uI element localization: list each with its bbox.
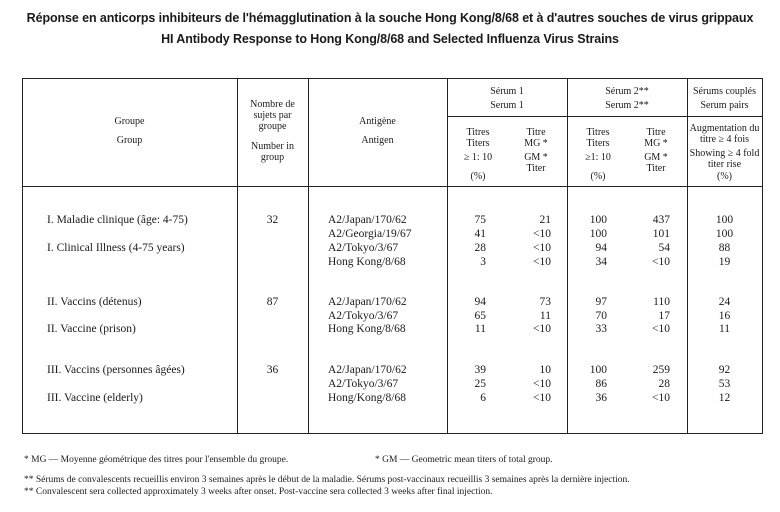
serum2-titres-cell: 100	[589, 228, 607, 240]
serum1-titres-cell: 41	[474, 228, 486, 240]
group-label-fr: III. Vaccins (personnes âgées)	[47, 364, 185, 376]
antigen-cell: Hong/Kong/8/68	[328, 392, 406, 404]
pairs-rise-cell: 53	[718, 378, 731, 390]
serum2-titres-cell: 86	[595, 378, 607, 390]
header-group-fr: Groupe	[114, 116, 145, 127]
header-antigen-fr: Antigène	[359, 116, 396, 127]
col-rule-antigen	[308, 78, 309, 434]
serum2-titres-cell: 70	[595, 310, 607, 322]
header-serum1-titres: Titers	[466, 138, 490, 149]
serum2-mg-cell: 437	[652, 214, 670, 226]
antigen-cell: A2/Japan/170/62	[328, 296, 407, 308]
header-serum1-titres: (%)	[470, 171, 486, 182]
serum2-titres-cell: 34	[595, 256, 607, 268]
serum2-mg-cell: 28	[658, 378, 670, 390]
header-serum1-en: Serum 1	[490, 100, 524, 111]
antigen-cell: A2/Tokyo/3/67	[328, 310, 399, 322]
antigen-cell: A2/Tokyo/3/67	[328, 242, 399, 254]
header-pairs-en: Serum pairs	[700, 100, 749, 111]
serum1-titres-cell: 28	[474, 242, 486, 254]
serum1-titres-cell: 65	[474, 310, 486, 322]
header-group-en: Group	[116, 135, 143, 146]
pairs-rise-cell: 19	[718, 256, 731, 268]
group-label-fr: II. Vaccins (détenus)	[47, 296, 142, 308]
serum1-mg-cell: 11	[539, 310, 551, 322]
pairs-rise-cell: 100	[715, 228, 734, 240]
serum2-titres-cell: 97	[595, 296, 607, 308]
antigen-cell: A2/Tokyo/3/67	[328, 378, 399, 390]
header-serum2-mg: GM *	[644, 152, 668, 163]
header-pairs-rise: titer rise	[707, 159, 742, 170]
group-number: 87	[266, 296, 279, 308]
header-serum1-mg: Titre	[526, 127, 546, 138]
serum2-mg-cell: 110	[653, 296, 670, 308]
header-serum1-mg: MG *	[524, 138, 548, 149]
serum1-mg-cell: 21	[539, 214, 551, 226]
header-serum1-mg: GM *	[524, 152, 548, 163]
header-number-line: sujets par	[253, 110, 292, 121]
col-rule-right	[762, 78, 763, 434]
serum1-mg-cell: 73	[539, 296, 551, 308]
group-number: 36	[266, 364, 279, 376]
serum1-titres-cell: 75	[474, 214, 486, 226]
header-serum2-titres: Titres	[586, 127, 610, 138]
header-serum2-fr: Sérum 2**	[605, 86, 649, 97]
serum-header-rule	[447, 116, 762, 117]
antigen-cell: A2/Japan/170/62	[328, 364, 407, 376]
table-top-rule	[22, 78, 762, 79]
serum1-mg-cell: <10	[533, 256, 551, 268]
table-title-french: Réponse en anticorps inhibiteurs de l'hémagglutination à la souche Hong Kong/8/68 et à d'autres souches de virus grippaux	[26, 11, 754, 25]
group-label-en: II. Vaccine (prison)	[47, 323, 136, 335]
serum1-mg-cell: <10	[533, 378, 551, 390]
header-serum1-titres: Titres	[466, 127, 490, 138]
serum2-mg-cell: 101	[652, 228, 670, 240]
group-label-en: I. Clinical Illness (4-75 years)	[47, 242, 185, 254]
header-serum2-mg: Titer	[646, 163, 666, 174]
group-label-fr: I. Maladie clinique (âge: 4-75)	[47, 214, 188, 226]
header-pairs-rise: Augmentation du	[689, 123, 760, 134]
serum1-titres-cell: 11	[474, 323, 486, 335]
serum1-titres-cell: 94	[474, 296, 486, 308]
pairs-rise-cell: 24	[718, 296, 731, 308]
serum2-titres-cell: 100	[589, 214, 607, 226]
serum2-titres-cell: 94	[595, 242, 607, 254]
header-number-line: groupe	[258, 121, 287, 132]
serum1-mg-cell: <10	[533, 228, 551, 240]
footnote-sera-fr: ** Sérums de convalescents recueillis environ 3 semaines après le début de la maladie. Sérums post-vaccinaux recueillis 3 semaines après la dernière injection.	[24, 475, 630, 485]
header-number-line: Number in	[250, 141, 295, 152]
serum2-mg-cell: 54	[658, 242, 670, 254]
header-serum1-titres: ≥ 1: 10	[463, 152, 493, 163]
header-pairs-rise: titre ≥ 4 fois	[699, 134, 750, 145]
col-rule-left	[22, 78, 23, 434]
header-pairs-rise: Showing ≥ 4 fold	[689, 148, 760, 159]
table-bottom-rule	[22, 433, 762, 434]
pairs-rise-cell: 11	[718, 323, 731, 335]
antigen-cell: Hong Kong/8/68	[328, 256, 406, 268]
header-pairs-fr: Sérums couplés	[692, 86, 757, 97]
header-number-line: group	[260, 152, 285, 163]
header-serum2-titres: Titers	[586, 138, 610, 149]
header-serum2-mg: Titre	[646, 127, 666, 138]
pairs-rise-cell: 16	[718, 310, 731, 322]
serum1-titres-cell: 6	[480, 392, 486, 404]
pairs-rise-cell: 100	[715, 214, 734, 226]
pairs-rise-cell: 12	[718, 392, 731, 404]
serum1-titres-cell: 3	[480, 256, 486, 268]
header-serum1-fr: Sérum 1	[490, 86, 524, 97]
header-serum2-titres: (%)	[590, 171, 606, 182]
serum2-mg-cell: 259	[652, 364, 670, 376]
serum2-mg-cell: <10	[652, 256, 670, 268]
pairs-rise-cell: 88	[718, 242, 731, 254]
antigen-cell: A2/Japan/170/62	[328, 214, 407, 226]
serum1-mg-cell: 10	[539, 364, 551, 376]
serum1-titres-cell: 39	[474, 364, 486, 376]
group-number: 32	[266, 214, 279, 226]
header-serum2-mg: MG *	[644, 138, 668, 149]
header-serum1-mg: Titer	[526, 163, 546, 174]
col-rule-serum2	[567, 78, 568, 434]
serum1-mg-cell: <10	[533, 392, 551, 404]
header-serum2-titres: ≥1: 10	[585, 152, 611, 163]
antigen-cell: A2/Georgia/19/67	[328, 228, 412, 240]
serum1-titres-cell: 25	[474, 378, 486, 390]
footnote-sera-en: ** Convalescent sera collected approximately 3 weeks after onset. Post-vaccine sera collected 3 weeks after final injection.	[24, 487, 493, 497]
serum2-titres-cell: 36	[595, 392, 607, 404]
serum2-mg-cell: 17	[658, 310, 670, 322]
antigen-cell: Hong Kong/8/68	[328, 323, 406, 335]
header-pairs-rise: (%)	[717, 171, 732, 182]
serum2-titres-cell: 100	[589, 364, 607, 376]
header-serum2-en: Serum 2**	[605, 100, 649, 111]
footnote-gm-en: * GM — Geometric mean titers of total group.	[375, 455, 553, 465]
serum1-mg-cell: <10	[533, 323, 551, 335]
table-title-english: HI Antibody Response to Hong Kong/8/68 and Selected Influenza Virus Strains	[161, 32, 619, 46]
group-label-en: III. Vaccine (elderly)	[47, 392, 143, 404]
footnote-mg-fr: * MG — Moyenne géométrique des titres pour l'ensemble du groupe.	[24, 455, 289, 465]
pairs-rise-cell: 92	[718, 364, 731, 376]
col-rule-serum1	[447, 78, 448, 434]
serum1-mg-cell: <10	[533, 242, 551, 254]
header-antigen-en: Antigen	[361, 135, 394, 146]
serum2-mg-cell: <10	[652, 392, 670, 404]
serum2-titres-cell: 33	[595, 323, 607, 335]
serum2-mg-cell: <10	[652, 323, 670, 335]
header-number-line: Nombre de	[250, 99, 295, 110]
header-bottom-rule	[22, 186, 762, 187]
